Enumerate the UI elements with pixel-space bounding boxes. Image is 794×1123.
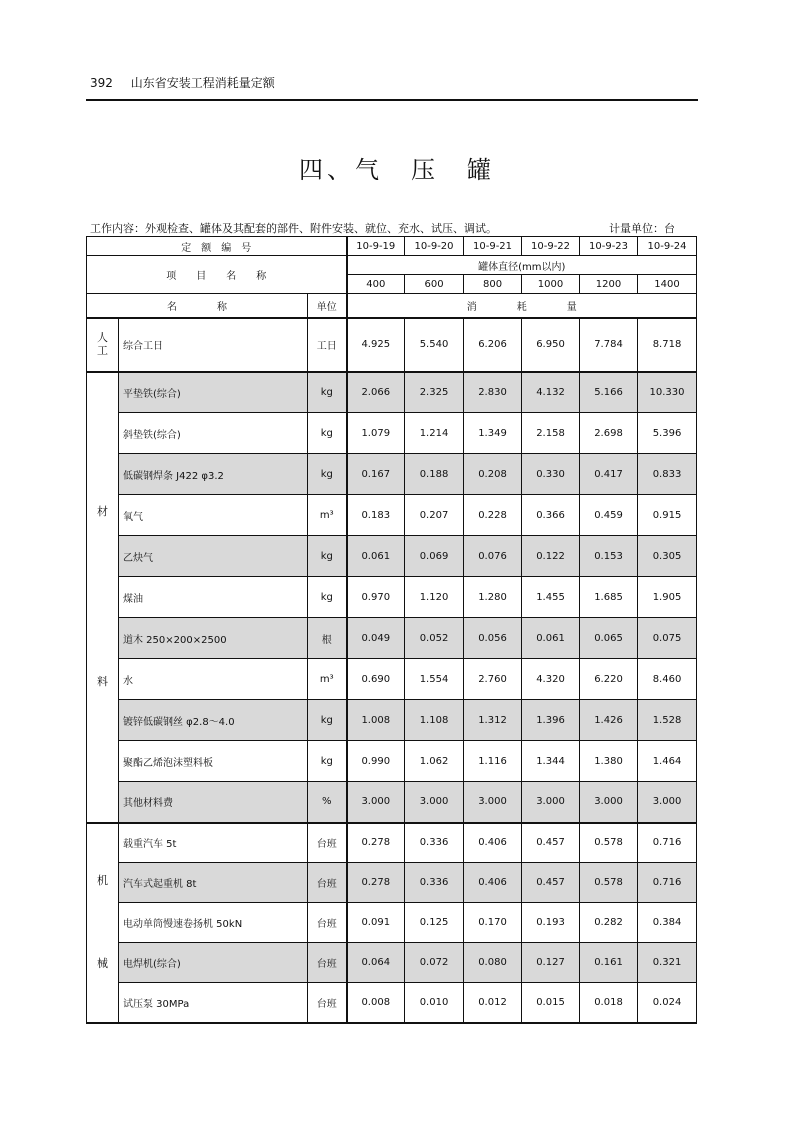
table-row [87, 983, 697, 1023]
quota-code: 10-9-21 [464, 237, 522, 256]
item-name: 斜垫铁(综合) [119, 413, 308, 454]
table-row [87, 700, 697, 741]
item-unit: 台班 [308, 903, 347, 943]
name-label: 名 称 [87, 294, 308, 318]
item-name: 氧气 [119, 495, 308, 536]
consumption-value: 0.459 [580, 495, 638, 536]
header-rule [86, 99, 698, 101]
diameter-value: 800 [464, 275, 522, 294]
consumption-value: 3.000 [522, 782, 580, 823]
consumption-value: 1.344 [522, 741, 580, 782]
diameter-value: 600 [405, 275, 464, 294]
quota-code-label: 定 额 编 号 [87, 237, 347, 256]
consumption-value: 2.760 [464, 659, 522, 700]
consumption-value: 0.970 [347, 577, 405, 618]
consumption-value: 1.349 [464, 413, 522, 454]
item-unit: 台班 [308, 943, 347, 983]
page-number: 392 [90, 76, 113, 90]
item-name-label: 项 目 名 称 [87, 256, 347, 294]
item-name: 水 [119, 659, 308, 700]
consumption-value: 0.305 [638, 536, 697, 577]
consumption-value: 0.018 [580, 983, 638, 1023]
consumption-value: 2.325 [405, 372, 464, 413]
consumption-value: 0.282 [580, 903, 638, 943]
work-content: 工作内容：外观检查、罐体及其配套的部件、附件安装、就位、充水、试压、调试。 [90, 222, 497, 235]
table-row [87, 318, 697, 372]
consumption-value: 3.000 [638, 782, 697, 823]
consumption-value: 2.158 [522, 413, 580, 454]
consumption-value: 2.698 [580, 413, 638, 454]
table-row [87, 454, 697, 495]
consumption-value: 0.406 [464, 863, 522, 903]
quota-table [86, 236, 697, 1024]
consumption-value: 1.905 [638, 577, 697, 618]
table-row [87, 943, 697, 983]
consumption-value: 0.336 [405, 863, 464, 903]
consumption-value: 0.990 [347, 741, 405, 782]
consumption-value: 1.528 [638, 700, 697, 741]
consumption-value: 1.280 [464, 577, 522, 618]
consumption-value: 1.214 [405, 413, 464, 454]
table-row [87, 782, 697, 823]
consumption-value: 8.718 [638, 318, 697, 372]
item-unit: 台班 [308, 983, 347, 1023]
section-title: 四、气 压 罐 [299, 156, 495, 184]
group-label-char: 工 [97, 343, 108, 357]
consumption-value: 0.915 [638, 495, 697, 536]
column-header-row [87, 294, 697, 318]
item-unit: kg [308, 700, 347, 741]
consumption-value: 0.061 [347, 536, 405, 577]
consumption-value: 3.000 [464, 782, 522, 823]
consumption-value: 0.716 [638, 863, 697, 903]
consumption-value: 5.540 [405, 318, 464, 372]
consumption-value: 0.193 [522, 903, 580, 943]
item-name: 其他材料费 [119, 782, 308, 823]
quota-code: 10-9-20 [405, 237, 464, 256]
consumption-value: 2.066 [347, 372, 405, 413]
consumption-value: 0.056 [464, 618, 522, 659]
consumption-value: 0.153 [580, 536, 638, 577]
item-unit: kg [308, 577, 347, 618]
consumption-value: 0.170 [464, 903, 522, 943]
group-label-char: 人 [97, 331, 108, 345]
unit-label: 单位 [308, 294, 347, 318]
quota-code: 10-9-22 [522, 237, 580, 256]
consumption-value: 0.012 [464, 983, 522, 1023]
consumption-value: 0.061 [522, 618, 580, 659]
consumption-value: 0.065 [580, 618, 638, 659]
item-name: 综合工日 [119, 318, 308, 372]
consumption-value: 0.008 [347, 983, 405, 1023]
item-unit: kg [308, 741, 347, 782]
group-label [87, 318, 119, 372]
consumption-value: 5.396 [638, 413, 697, 454]
item-name: 煤油 [119, 577, 308, 618]
consumption-value: 1.455 [522, 577, 580, 618]
consumption-value: 2.830 [464, 372, 522, 413]
consumption-value: 1.554 [405, 659, 464, 700]
group-label-char: 料 [97, 675, 108, 688]
consumption-value: 8.460 [638, 659, 697, 700]
consumption-label: 消 耗 量 [347, 294, 697, 318]
diameter-value: 1000 [522, 275, 580, 294]
consumption-value: 0.278 [347, 863, 405, 903]
consumption-value: 0.336 [405, 823, 464, 863]
consumption-value: 4.320 [522, 659, 580, 700]
item-unit: 台班 [308, 863, 347, 903]
consumption-value: 0.228 [464, 495, 522, 536]
item-name: 汽车式起重机 8t [119, 863, 308, 903]
consumption-value: 4.132 [522, 372, 580, 413]
table-row [87, 413, 697, 454]
item-name: 载重汽车 5t [119, 823, 308, 863]
consumption-value: 0.690 [347, 659, 405, 700]
consumption-value: 0.080 [464, 943, 522, 983]
consumption-value: 0.208 [464, 454, 522, 495]
consumption-value: 5.166 [580, 372, 638, 413]
consumption-value: 3.000 [580, 782, 638, 823]
table-row [87, 863, 697, 903]
item-name: 平垫铁(综合) [119, 372, 308, 413]
consumption-value: 0.278 [347, 823, 405, 863]
consumption-value: 0.207 [405, 495, 464, 536]
item-unit: kg [308, 372, 347, 413]
consumption-value: 0.072 [405, 943, 464, 983]
consumption-value: 0.457 [522, 823, 580, 863]
consumption-value: 0.075 [638, 618, 697, 659]
consumption-value: 0.330 [522, 454, 580, 495]
group-label-char: 机 [97, 874, 108, 888]
item-unit: m³ [308, 659, 347, 700]
item-name: 试压泵 30MPa [119, 983, 308, 1023]
item-unit: 工日 [308, 318, 347, 372]
item-name: 聚酯乙烯泡沫塑料板 [119, 741, 308, 782]
consumption-value: 1.685 [580, 577, 638, 618]
group-label-char: 材 [97, 504, 108, 518]
consumption-value: 1.108 [405, 700, 464, 741]
consumption-value: 0.076 [464, 536, 522, 577]
item-name: 电动单筒慢速卷扬机 50kN [119, 903, 308, 943]
table-row [87, 659, 697, 700]
consumption-value: 0.578 [580, 823, 638, 863]
consumption-value: 0.064 [347, 943, 405, 983]
consumption-value: 1.464 [638, 741, 697, 782]
consumption-value: 6.950 [522, 318, 580, 372]
item-unit: kg [308, 454, 347, 495]
consumption-value: 1.062 [405, 741, 464, 782]
quota-code: 10-9-19 [347, 237, 405, 256]
page-header [90, 74, 275, 91]
consumption-value: 1.312 [464, 700, 522, 741]
consumption-value: 0.127 [522, 943, 580, 983]
group-label [87, 823, 119, 1023]
consumption-value: 1.380 [580, 741, 638, 782]
consumption-value: 0.183 [347, 495, 405, 536]
diameter-label: 罐体直径(mm以内) [347, 256, 697, 275]
item-unit: % [308, 782, 347, 823]
consumption-value: 0.125 [405, 903, 464, 943]
consumption-value: 3.000 [347, 782, 405, 823]
consumption-value: 0.052 [405, 618, 464, 659]
group-label [87, 372, 119, 823]
consumption-value: 0.161 [580, 943, 638, 983]
diameter-value: 400 [347, 275, 405, 294]
consumption-value: 0.049 [347, 618, 405, 659]
book-title: 山东省安装工程消耗量定额 [130, 76, 275, 90]
consumption-value: 0.833 [638, 454, 697, 495]
table-row [87, 577, 697, 618]
item-name: 乙炔气 [119, 536, 308, 577]
table-row [87, 741, 697, 782]
consumption-value: 0.024 [638, 983, 697, 1023]
diameter-value: 1200 [580, 275, 638, 294]
consumption-value: 1.426 [580, 700, 638, 741]
consumption-value: 6.206 [464, 318, 522, 372]
diameter-value: 1400 [638, 275, 697, 294]
quota-code: 10-9-23 [580, 237, 638, 256]
diameter-label-row [87, 256, 697, 275]
consumption-value: 1.079 [347, 413, 405, 454]
item-unit: kg [308, 413, 347, 454]
item-name: 镀锌低碳钢丝 φ2.8～4.0 [119, 700, 308, 741]
consumption-value: 1.116 [464, 741, 522, 782]
item-unit: 台班 [308, 823, 347, 863]
table-row [87, 495, 697, 536]
consumption-value: 0.188 [405, 454, 464, 495]
consumption-value: 0.457 [522, 863, 580, 903]
consumption-value: 6.220 [580, 659, 638, 700]
consumption-value: 0.069 [405, 536, 464, 577]
item-unit: 根 [308, 618, 347, 659]
table-row [87, 536, 697, 577]
consumption-value: 0.122 [522, 536, 580, 577]
consumption-value: 7.784 [580, 318, 638, 372]
consumption-value: 10.330 [638, 372, 697, 413]
consumption-value: 0.321 [638, 943, 697, 983]
consumption-value: 0.015 [522, 983, 580, 1023]
consumption-value: 0.716 [638, 823, 697, 863]
item-unit: kg [308, 536, 347, 577]
consumption-value: 1.008 [347, 700, 405, 741]
item-name: 道木 250×200×2500 [119, 618, 308, 659]
item-name: 低碳钢焊条 J422 φ3.2 [119, 454, 308, 495]
consumption-value: 0.578 [580, 863, 638, 903]
consumption-value: 0.406 [464, 823, 522, 863]
consumption-value: 3.000 [405, 782, 464, 823]
consumption-value: 0.417 [580, 454, 638, 495]
unit-note: 计量单位：台 [609, 222, 675, 235]
consumption-value: 0.167 [347, 454, 405, 495]
table-row [87, 903, 697, 943]
consumption-value: 1.396 [522, 700, 580, 741]
quota-code-row [87, 237, 697, 256]
table-row [87, 618, 697, 659]
group-label-char: 械 [97, 956, 108, 970]
item-unit: m³ [308, 495, 347, 536]
consumption-value: 0.366 [522, 495, 580, 536]
consumption-value: 4.925 [347, 318, 405, 372]
quota-code: 10-9-24 [638, 237, 697, 256]
consumption-value: 0.091 [347, 903, 405, 943]
item-name: 电焊机(综合) [119, 943, 308, 983]
table-row [87, 372, 697, 413]
table-row [87, 823, 697, 863]
consumption-value: 1.120 [405, 577, 464, 618]
consumption-value: 0.384 [638, 903, 697, 943]
consumption-value: 0.010 [405, 983, 464, 1023]
